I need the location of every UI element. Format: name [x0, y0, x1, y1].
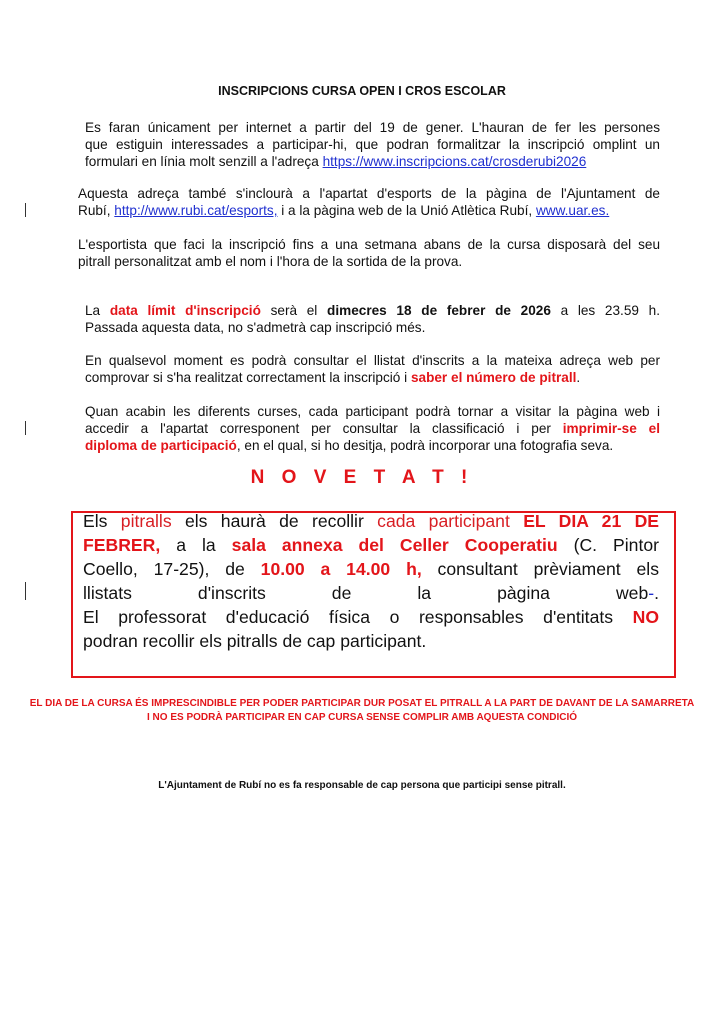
text-segment: .	[576, 370, 581, 385]
text-segment: Els	[83, 511, 121, 531]
highlighted-text: diploma de participació	[85, 438, 237, 453]
text-segment: Es faran únicament per internet a partir del 19 de gener. L'hauran de fer les persones	[85, 120, 660, 135]
text-segment: a les 23.59 h.	[550, 303, 660, 318]
text-line	[78, 236, 660, 253]
text-segment: i a la pàgina web de la Unió Atlètica Rubí,	[277, 203, 536, 218]
text-line	[85, 119, 660, 136]
liability-footer: L'Ajuntament de Rubí no es fa responsable de cap persona que participi sense pitrall.	[158, 780, 566, 791]
text-line	[85, 403, 660, 420]
highlighted-text: pitralls	[120, 511, 172, 531]
text-line	[85, 352, 660, 369]
link[interactable]: http://www.rubi.cat/esports,	[114, 203, 278, 218]
highlighted-text: 10.00 a 14.00 h,	[260, 559, 422, 579]
revision-mark	[25, 203, 26, 217]
text-segment: La	[85, 303, 110, 318]
text-line	[78, 202, 660, 219]
text-line	[83, 605, 659, 629]
text-line	[83, 509, 659, 533]
text-segment: comprovar si s'ha realitzat correctament la inscripció i	[85, 370, 411, 385]
text-segment: Passada aquesta data, no s'admetrà cap inscripció més.	[85, 320, 426, 335]
text-segment: formulari en línia molt senzill a l'adreça	[85, 154, 323, 169]
link[interactable]: https://www.inscripcions.cat/crosderubi2026	[322, 154, 587, 169]
highlighted-text: imprimir-se el	[562, 421, 660, 436]
text-line	[83, 581, 659, 605]
text-line	[83, 557, 659, 581]
text-segment: llistats d'inscrits de la pàgina web	[83, 583, 649, 603]
text-segment: Quan acabin les diferents curses, cada participant podrà tornar a visitar la pàgina web i	[85, 404, 660, 419]
revision-mark	[25, 582, 26, 600]
text-segment: , en el qual, si ho desitja, podrà incorporar una fotografia seva.	[236, 438, 614, 453]
text-line	[83, 533, 659, 557]
paragraph-registrant-list	[85, 352, 660, 386]
text-segment: els haurà de recollir	[171, 511, 378, 531]
highlighted-text: NO	[632, 607, 659, 627]
novetat-heading: N O V E T A T !	[250, 467, 474, 488]
paragraph-personalized-bib	[78, 236, 660, 270]
text-segment: consultant prèviament els	[421, 559, 659, 579]
paragraph-bib-pickup	[83, 509, 659, 653]
text-segment: (C. Pintor	[557, 535, 659, 555]
text-line	[85, 369, 660, 386]
link[interactable]: www.uar.es.	[535, 203, 610, 218]
text-segment: En qualsevol moment es podrà consultar el llistat d'inscrits a la mateixa adreça web per	[85, 353, 660, 368]
paragraph-deadline	[85, 302, 660, 336]
text-segment: Aquesta adreça també s'inclourà a l'apartat d'esports de la pàgina de l'Ajuntament de	[78, 186, 660, 201]
text-segment: a la	[160, 535, 232, 555]
text-segment: .	[654, 583, 659, 603]
text-segment	[510, 511, 523, 531]
text-segment: L'esportista que faci la inscripció fins a una setmana abans de la cursa disposarà del seu	[78, 237, 660, 252]
highlighted-text: EL DIA 21 DE	[523, 511, 660, 531]
highlighted-text: cada participant	[377, 511, 510, 531]
text-segment: pitrall personalitzat amb el nom i l'hora de la sortida de la prova.	[78, 254, 463, 269]
highlighted-text: dimecres 18 de febrer de 2026	[327, 303, 551, 318]
text-segment: Rubí,	[78, 203, 115, 218]
document-title: INSCRIPCIONS CURSA OPEN I CROS ESCOLAR	[218, 84, 506, 98]
text-segment: serà el	[260, 303, 328, 318]
text-line	[78, 185, 660, 202]
text-segment: Coello, 17-25), de	[83, 559, 261, 579]
highlighted-text: -	[648, 583, 655, 603]
text-line	[85, 302, 660, 319]
highlighted-text: sala annexa del Celler Cooperatiu	[231, 535, 558, 555]
text-segment: accedir a l'apartat corresponent per consultar la classificació i per	[85, 421, 563, 436]
paragraph-diploma	[85, 403, 660, 454]
text-line	[78, 253, 660, 270]
text-segment: El professorat d'educació física o responsables d'entitats	[83, 607, 633, 627]
paragraph-registration-online	[85, 119, 660, 170]
paragraph-address-links	[78, 185, 660, 219]
text-segment: que estiguin interessades a participar-hi, que podran formalitzar la inscripció omplint un	[85, 137, 660, 152]
text-line	[85, 319, 660, 336]
revision-mark	[25, 421, 26, 435]
text-line	[85, 153, 660, 170]
text-segment: podran recollir els pitralls de cap participant.	[83, 631, 427, 651]
bib-requirement-warning: EL DIA DE LA CURSA ÉS IMPRESCINDIBLE PER PODER PARTICIPAR DUR POSAT EL PITRALL A LA PART DE DAVANT DE LA SAMARRETA I NO ES PODRÀ PARTICIPAR EN CAP CURSA SENSE COMPLIR AMB AQUESTA CONDICIÓ	[29, 698, 695, 723]
text-line	[85, 420, 660, 437]
text-line	[85, 136, 660, 153]
highlighted-text: data límit d'inscripció	[109, 303, 261, 318]
text-line	[83, 629, 659, 653]
highlighted-text: saber el número de pitrall	[410, 370, 577, 385]
highlighted-text: FEBRER,	[83, 535, 161, 555]
text-line	[85, 437, 660, 454]
